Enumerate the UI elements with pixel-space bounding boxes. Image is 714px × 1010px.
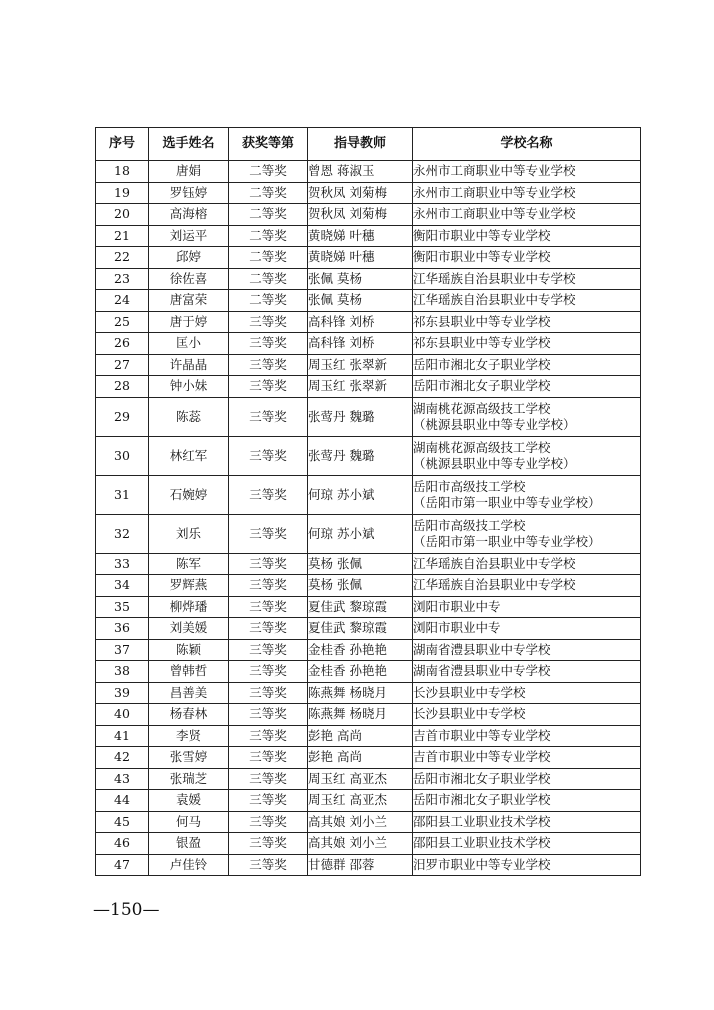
cell-school — [413, 682, 641, 704]
cell-no: 45 — [96, 811, 149, 833]
school-name-line: 长沙县职业中专学校 — [413, 706, 526, 722]
cell-school — [413, 639, 641, 661]
cell-award: 三等奖 — [229, 833, 308, 855]
cell-no: 25 — [96, 311, 149, 333]
cell-name: 唐于婷 — [149, 311, 229, 333]
cell-name: 曾韩哲 — [149, 661, 229, 683]
cell-name: 唐富荣 — [149, 290, 229, 312]
cell-no: 24 — [96, 290, 149, 312]
cell-name: 李贤 — [149, 725, 229, 747]
school-name-line: 衡阳市职业中等专业学校 — [413, 249, 551, 265]
school-name-line: （桃源县职业中等专业学校） — [413, 416, 576, 432]
cell-award: 三等奖 — [229, 704, 308, 726]
cell-name: 袁媛 — [149, 790, 229, 812]
cell-no: 23 — [96, 268, 149, 290]
cell-teacher: 周玉红 高亚杰 — [308, 768, 413, 790]
cell-name: 邱婷 — [149, 247, 229, 269]
cell-no: 27 — [96, 354, 149, 376]
cell-award: 三等奖 — [229, 811, 308, 833]
cell-award: 二等奖 — [229, 204, 308, 226]
school-name-line: 江华瑶族自治县职业中专学校 — [413, 292, 576, 308]
cell-teacher: 彭艳 高尚 — [308, 747, 413, 769]
cell-name: 陈军 — [149, 553, 229, 575]
header-teacher: 指导教师 — [308, 128, 413, 161]
cell-award: 三等奖 — [229, 747, 308, 769]
page-number: —150— — [93, 900, 160, 920]
cell-name: 刘运平 — [149, 225, 229, 247]
cell-teacher: 高其娘 刘小兰 — [308, 811, 413, 833]
table-row — [96, 311, 641, 333]
header-school: 学校名称 — [413, 128, 641, 161]
cell-name: 刘乐 — [149, 514, 229, 553]
cell-no: 19 — [96, 182, 149, 204]
table-row — [96, 639, 641, 661]
school-name-line: 岳阳市湘北女子职业学校 — [413, 792, 551, 808]
cell-award: 三等奖 — [229, 333, 308, 355]
cell-school — [413, 790, 641, 812]
cell-school — [413, 311, 641, 333]
cell-school — [413, 376, 641, 398]
cell-name: 石婉婷 — [149, 475, 229, 514]
cell-teacher: 黄晓娣 叶穗 — [308, 247, 413, 269]
cell-award: 三等奖 — [229, 790, 308, 812]
table-row — [96, 747, 641, 769]
table-row — [96, 333, 641, 355]
cell-no: 39 — [96, 682, 149, 704]
cell-name: 罗钰婷 — [149, 182, 229, 204]
cell-award: 二等奖 — [229, 182, 308, 204]
cell-teacher: 张莺丹 魏璐 — [308, 397, 413, 436]
school-name-line: 岳阳市高级技工学校 — [413, 478, 526, 494]
cell-teacher: 莫杨 张佩 — [308, 553, 413, 575]
cell-award: 三等奖 — [229, 639, 308, 661]
school-name-line: 浏阳市职业中专 — [413, 620, 501, 636]
table-row — [96, 682, 641, 704]
cell-school — [413, 204, 641, 226]
header-name: 选手姓名 — [149, 128, 229, 161]
school-name-line: 江华瑶族自治县职业中专学校 — [413, 270, 576, 286]
school-name-line: （岳阳市第一职业中等专业学校） — [413, 494, 601, 510]
cell-name: 钟小妹 — [149, 376, 229, 398]
cell-school — [413, 333, 641, 355]
cell-no: 29 — [96, 397, 149, 436]
cell-no: 41 — [96, 725, 149, 747]
cell-no: 38 — [96, 661, 149, 683]
table-row — [96, 618, 641, 640]
table-row — [96, 854, 641, 876]
cell-no: 21 — [96, 225, 149, 247]
cell-award: 二等奖 — [229, 268, 308, 290]
header-no: 序号 — [96, 128, 149, 161]
cell-school — [413, 354, 641, 376]
school-name-line: 湖南桃花源高级技工学校 — [413, 400, 551, 416]
table-row — [96, 475, 641, 514]
cell-award: 三等奖 — [229, 768, 308, 790]
cell-no: 28 — [96, 376, 149, 398]
cell-school — [413, 161, 641, 183]
cell-school — [413, 661, 641, 683]
cell-name: 许晶晶 — [149, 354, 229, 376]
cell-teacher: 张莺丹 魏璐 — [308, 436, 413, 475]
cell-school — [413, 436, 641, 475]
cell-school — [413, 618, 641, 640]
cell-award: 三等奖 — [229, 436, 308, 475]
cell-award: 三等奖 — [229, 854, 308, 876]
table-row — [96, 290, 641, 312]
cell-name: 唐娟 — [149, 161, 229, 183]
cell-award: 三等奖 — [229, 575, 308, 597]
table-row — [96, 436, 641, 475]
cell-school — [413, 268, 641, 290]
cell-teacher: 黄晓娣 叶穗 — [308, 225, 413, 247]
cell-award: 三等奖 — [229, 376, 308, 398]
cell-name: 何马 — [149, 811, 229, 833]
cell-no: 18 — [96, 161, 149, 183]
cell-name: 张瑞芝 — [149, 768, 229, 790]
cell-teacher: 张佩 莫杨 — [308, 268, 413, 290]
cell-no: 36 — [96, 618, 149, 640]
cell-award: 三等奖 — [229, 725, 308, 747]
school-name-line: 湖南省澧县职业中专学校 — [413, 641, 551, 657]
cell-teacher: 彭艳 高尚 — [308, 725, 413, 747]
school-name-line: 永州市工商职业中等专业学校 — [413, 163, 576, 179]
cell-school — [413, 182, 641, 204]
cell-name: 高海榕 — [149, 204, 229, 226]
cell-no: 22 — [96, 247, 149, 269]
cell-no: 34 — [96, 575, 149, 597]
cell-teacher: 何琼 苏小斌 — [308, 514, 413, 553]
cell-teacher: 高科锋 刘桥 — [308, 311, 413, 333]
table-row — [96, 725, 641, 747]
cell-no: 32 — [96, 514, 149, 553]
cell-school — [413, 704, 641, 726]
cell-teacher: 陈燕舞 杨晓月 — [308, 704, 413, 726]
table-row — [96, 811, 641, 833]
table-row — [96, 225, 641, 247]
cell-no: 33 — [96, 553, 149, 575]
cell-teacher: 贺秋凤 刘菊梅 — [308, 204, 413, 226]
cell-name: 银盈 — [149, 833, 229, 855]
cell-no: 26 — [96, 333, 149, 355]
school-name-line: （岳阳市第一职业中等专业学校） — [413, 533, 601, 549]
cell-name: 徐佐喜 — [149, 268, 229, 290]
cell-no: 30 — [96, 436, 149, 475]
cell-school — [413, 854, 641, 876]
cell-award: 三等奖 — [229, 596, 308, 618]
table-row — [96, 247, 641, 269]
table-row — [96, 397, 641, 436]
school-name-line: 长沙县职业中专学校 — [413, 684, 526, 700]
cell-school — [413, 725, 641, 747]
cell-award: 二等奖 — [229, 225, 308, 247]
cell-name: 罗辉燕 — [149, 575, 229, 597]
table-row — [96, 704, 641, 726]
cell-no: 44 — [96, 790, 149, 812]
table-row — [96, 833, 641, 855]
cell-name: 陈蕊 — [149, 397, 229, 436]
table-row — [96, 596, 641, 618]
school-name-line: 岳阳市湘北女子职业学校 — [413, 356, 551, 372]
table-row — [96, 182, 641, 204]
cell-award: 三等奖 — [229, 397, 308, 436]
cell-award: 三等奖 — [229, 618, 308, 640]
cell-no: 42 — [96, 747, 149, 769]
school-name-line: 湖南省澧县职业中专学校 — [413, 663, 551, 679]
table-row — [96, 376, 641, 398]
school-name-line: 邵阳县工业职业技术学校 — [413, 813, 551, 829]
cell-teacher: 高其娘 刘小兰 — [308, 833, 413, 855]
school-name-line: 汨罗市职业中等专业学校 — [413, 856, 551, 872]
cell-school — [413, 833, 641, 855]
cell-school — [413, 247, 641, 269]
cell-award: 三等奖 — [229, 661, 308, 683]
cell-no: 20 — [96, 204, 149, 226]
cell-teacher: 何琼 苏小斌 — [308, 475, 413, 514]
cell-name: 杨春林 — [149, 704, 229, 726]
table-row — [96, 161, 641, 183]
cell-teacher: 陈燕舞 杨晓月 — [308, 682, 413, 704]
cell-teacher: 周玉红 张翠新 — [308, 376, 413, 398]
cell-school — [413, 768, 641, 790]
cell-no: 35 — [96, 596, 149, 618]
cell-name: 陈颖 — [149, 639, 229, 661]
school-name-line: 吉首市职业中等专业学校 — [413, 749, 551, 765]
cell-award: 二等奖 — [229, 247, 308, 269]
cell-award: 二等奖 — [229, 290, 308, 312]
cell-teacher: 周玉红 高亚杰 — [308, 790, 413, 812]
cell-no: 40 — [96, 704, 149, 726]
cell-name: 林红军 — [149, 436, 229, 475]
cell-award: 三等奖 — [229, 475, 308, 514]
table-row — [96, 204, 641, 226]
cell-name: 柳烨璠 — [149, 596, 229, 618]
school-name-line: 吉首市职业中等专业学校 — [413, 727, 551, 743]
table-row — [96, 661, 641, 683]
cell-teacher: 张佩 莫杨 — [308, 290, 413, 312]
cell-name: 匡小 — [149, 333, 229, 355]
school-name-line: 江华瑶族自治县职业中专学校 — [413, 577, 576, 593]
cell-award: 二等奖 — [229, 161, 308, 183]
school-name-line: 永州市工商职业中等专业学校 — [413, 184, 576, 200]
school-name-line: 浏阳市职业中专 — [413, 598, 501, 614]
cell-no: 47 — [96, 854, 149, 876]
cell-award: 三等奖 — [229, 514, 308, 553]
table-row — [96, 768, 641, 790]
cell-teacher: 贺秋凤 刘菊梅 — [308, 182, 413, 204]
school-name-line: （桃源县职业中等专业学校） — [413, 455, 576, 471]
school-name-line: 祁东县职业中等专业学校 — [413, 313, 551, 329]
cell-name: 卢佳铃 — [149, 854, 229, 876]
school-name-line: 衡阳市职业中等专业学校 — [413, 227, 551, 243]
table-row — [96, 553, 641, 575]
cell-teacher: 夏佳武 黎琼霞 — [308, 618, 413, 640]
school-name-line: 祁东县职业中等专业学校 — [413, 335, 551, 351]
cell-school — [413, 514, 641, 553]
school-name-line: 邵阳县工业职业技术学校 — [413, 835, 551, 851]
cell-name: 昌善美 — [149, 682, 229, 704]
cell-award: 三等奖 — [229, 311, 308, 333]
cell-school — [413, 596, 641, 618]
header-award: 获奖等第 — [229, 128, 308, 161]
school-name-line: 岳阳市湘北女子职业学校 — [413, 378, 551, 394]
school-name-line: 岳阳市高级技工学校 — [413, 517, 526, 533]
cell-school — [413, 397, 641, 436]
school-name-line: 永州市工商职业中等专业学校 — [413, 206, 576, 222]
table-header-row — [96, 128, 641, 161]
cell-no: 37 — [96, 639, 149, 661]
award-table — [95, 127, 641, 876]
cell-teacher: 金桂香 孙艳艳 — [308, 639, 413, 661]
cell-teacher: 莫杨 张佩 — [308, 575, 413, 597]
cell-name: 张雪婷 — [149, 747, 229, 769]
table-body — [96, 161, 641, 876]
table-row — [96, 354, 641, 376]
table-row — [96, 514, 641, 553]
cell-school — [413, 553, 641, 575]
cell-teacher: 高科锋 刘桥 — [308, 333, 413, 355]
cell-school — [413, 747, 641, 769]
cell-teacher: 金桂香 孙艳艳 — [308, 661, 413, 683]
school-name-line: 岳阳市湘北女子职业学校 — [413, 770, 551, 786]
cell-no: 43 — [96, 768, 149, 790]
cell-school — [413, 290, 641, 312]
cell-no: 31 — [96, 475, 149, 514]
school-name-line: 湖南桃花源高级技工学校 — [413, 439, 551, 455]
cell-teacher: 甘德群 邵蓉 — [308, 854, 413, 876]
cell-teacher: 曾恩 蒋淑玉 — [308, 161, 413, 183]
cell-teacher: 周玉红 张翠新 — [308, 354, 413, 376]
school-name-line: 江华瑶族自治县职业中专学校 — [413, 555, 576, 571]
cell-name: 刘美媛 — [149, 618, 229, 640]
cell-award: 三等奖 — [229, 354, 308, 376]
table-row — [96, 268, 641, 290]
cell-teacher: 夏佳武 黎琼霞 — [308, 596, 413, 618]
cell-school — [413, 811, 641, 833]
cell-no: 46 — [96, 833, 149, 855]
cell-school — [413, 225, 641, 247]
table-row — [96, 575, 641, 597]
cell-award: 三等奖 — [229, 682, 308, 704]
table-row — [96, 790, 641, 812]
cell-award: 三等奖 — [229, 553, 308, 575]
cell-school — [413, 475, 641, 514]
cell-school — [413, 575, 641, 597]
